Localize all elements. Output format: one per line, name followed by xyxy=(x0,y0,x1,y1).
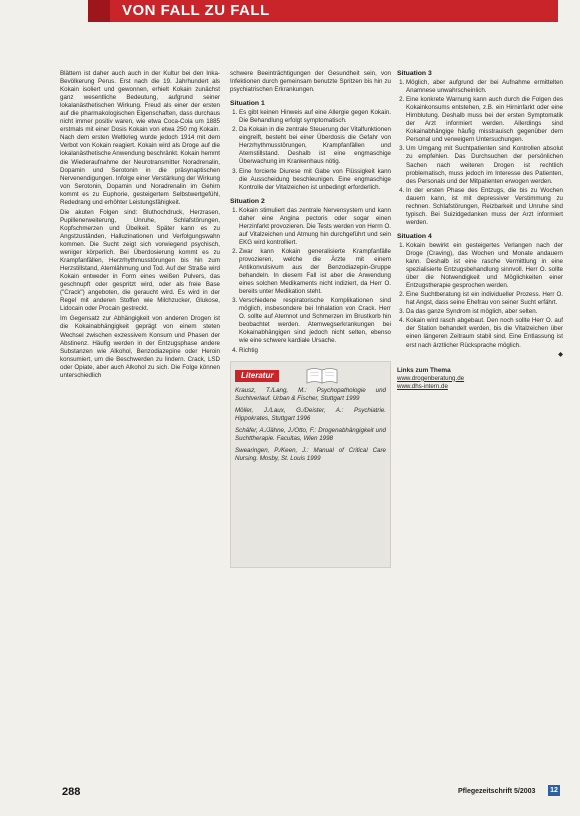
paragraph: Blättern ist daher auch auch in der Kultur bei den Inka-Bevölkerung Perus. Erst nach die 19. Jahrhundert als Kokain isoliert und gewonnen, erhielt Kokain zunächst ganz wesentliche Bedeutung, aufgrund seiner lokalanästhetischen Wirkung. Freud als einer der ersten auf die pharmakologischen Eigenschaften, dass durchaus nicht immer positiv waren, wie etwa Coca-Cola um 1885 erstmals mit einer Dosis Kokain von etwa 250 mg Kokain. Nach dem ersten Weltkrieg wurde jedoch 1914 mit dem Verbot von Kokain reagiert. Kokain wird als Droge auf die lokalanästhetische Anwendung beschränkt. Kokain hemmt die Wiederaufnahme der Neurotransmitter Noradrenalin, Dopamin und Serotonin in die präsynaptischen Nervenendigungen. Infolge einer Verstärkung der Wirkung von Serotonin, Dopamin und Noradrenalin im Gehirn kommt es zu Euphorie, gesteigertem Selbstwertgefühl, Rededrang und erhöhter Leistungsfähigkeit. xyxy=(60,70,220,206)
list-item: 4. In der ersten Phase des Entzugs, die bis zu Wochen dauern kann, ist mit depressiver Verstimmung zu rechnen. Schlafstörungen, Reizbarkeit und Unruhe sind typisch. Bei Suizidgedanken muss der Arzt informiert werden. xyxy=(406,187,563,227)
answer-list xyxy=(397,242,563,350)
external-link[interactable]: www.drogenberatung.de xyxy=(397,374,465,382)
header-accent-square xyxy=(88,0,110,22)
list-item: 2. Da Kokain in die zentrale Steuerung der Vitalfunktionen eingreift, besteht bei einer Überdosis die Gefahr von Herzrhythmusstörungen, Krampfanfällen und Atemstillstand. Deshalb ist eine engmaschige Überwachung im Krankenhaus nötig. xyxy=(239,126,391,166)
text-column-2 xyxy=(230,70,391,568)
list-item: 1. Möglich, aber aufgrund der bei Aufnahme ermittelten Anamnese unwahrscheinlich. xyxy=(406,79,563,95)
list-item: 2. Eine Suchtberatung ist ein individueller Prozess. Herr O. hat Angst, dass seine Ehefrau von seiner Sucht erfährt. xyxy=(406,291,563,307)
list-item: 3. Verschiedene respiratorische Komplikationen sind möglich, insbesondere bei Inhalation von Crack. Herr O. sollte auf Atemnot und Schmerzen im Brustkorb hin beobachtet werden. Atemwegserkrankungen bei Kokainabhängigen sind jedoch nicht selten, ebenso wie eine schwere kardiale Ursache. xyxy=(239,297,391,345)
answer-list xyxy=(230,109,391,191)
list-item: 3. Da das ganze Syndrom ist möglich, aber selten. xyxy=(406,308,563,316)
list-item: 1. Es gibt keinen Hinweis auf eine Allergie gegen Kokain. Die Behandlung erfolgt symptomatisch. xyxy=(239,109,391,125)
list-item: 2. Eine konkrete Warnung kann auch durch die Folgen des Kokainkonsums entstehen, z.B. ein Hirninfarkt oder eine Hirnblutung. Deshalb muss bei der ersten Symptomatik der Arzt informiert werden. Allerdings sind Kokainabhängige häufig misstrauisch gegenüber dem Personal und verweigern Untersuchungen. xyxy=(406,96,563,144)
section-title: VON FALL ZU FALL xyxy=(122,2,270,19)
journal-name: Pflegezeitschrift 5/2003 xyxy=(458,788,536,795)
list-item: 4. Richtig xyxy=(239,347,391,355)
situation-heading: Situation 2 xyxy=(230,197,265,205)
list-item: 2. Zwar kann Kokain generalisierte Krampfanfälle provozieren, welche die Ärzte mit einem Antikonvulsivum aus der Benzodiazepin-Gruppe behandeln. In diesem Fall ist aber die Anwendung eines solchen Medikaments nicht indiziert, da Herr O. bereits unter Medikation steht. xyxy=(239,248,391,296)
literature-box xyxy=(230,361,391,568)
paragraph: Im Gegensatz zur Abhängigkeit von anderen Drogen ist die Kokainabhängigkeit geprägt von einem steten Wechsel zwischen exzessivem Konsum und Phasen der Abstinenz. Häufig werden in der Entzugsphase andere Substanzen wie Alkohol, Benzodiazepine oder Heroin konsumiert, um die Beschwerden zu lindern. Crack, LSD oder Opiate, aber auch Alkohol zu sich. Die Folge können unterschiedlich xyxy=(60,315,220,379)
paragraph: schwere Beeinträchtigungen der Gesundheit sein, von Infektionen durch gemeinsam benutzte Spritzen bis hin zu psychiatrischen Erkrankungen. xyxy=(230,70,391,94)
situation-heading: Situation 3 xyxy=(397,70,432,77)
links-heading: Links zum Thema xyxy=(397,366,451,374)
answer-list xyxy=(230,207,391,355)
literature-entry: Swearingen, P./Keen, J.: Manual of Critical Care Nursing. Mosby, St. Louis 1999 xyxy=(235,446,386,462)
text-column-3 xyxy=(397,70,563,391)
list-item: 4. Kokain wird rasch abgebaut. Den noch sollte Herr O. auf der Station behandelt werden, bis die Vitalzeichen über einen längeren Zeitraum stabil sind. Eine Entlassung ist erst nach ärztlicher Rücksprache möglich. xyxy=(406,317,563,349)
literature-entry: Schäfer, A./Jähne, J./Otto, F.: Drogenabhängigkeit und Suchttherapie. Facultas, Wien 1998 xyxy=(235,426,386,442)
literature-entry: Möller, J./Laux, G./Deister, A.: Psychiatrie. Hippokrates, Stuttgart 1996 xyxy=(235,406,386,422)
literature-entry: Krausz, T./Lang, M.: Psychopathologie und Suchtverlauf. Urban & Fischer, Stuttgart 1999 xyxy=(235,386,386,402)
list-item: 3. Um Umgang mit Suchtpatienten sind Kontrollen absolut zu empfehlen. Das Durchsuchen der persönlichen Sachen nach weiteren Drogen ist rechtlich problematisch, muss jedoch im Interesse des Patienten, des Personals und der Mitpatienten erwogen werden. xyxy=(406,145,563,185)
list-item: 3. Eine forcierte Diurese mit Gabe von Flüssigkeit kann die Ausscheidung beschleunigen. Eine engmaschige Kontrolle der Vitalzeichen ist unbedingt erforderlich. xyxy=(239,168,391,192)
paragraph: Die akuten Folgen sind: Bluthochdruck, Herzrasen, Pupillenerweiterung, Unruhe, Schlafstörungen, Kopfschmerzen und Übelkeit. Später kann es zu Angstzuständen, Halluzinationen und Verfolgungswahn kommen. Die Sucht zeigt sich vorwiegend psychisch, weniger körperlich. Bei Überdosierung kommt es zu Krampfanfällen, Herzrhythmusstörungen bis hin zum Herzstillstand, Atemlähmung und Tod. Auf der Straße wird Kokain entweder in Form eines weißen Pulvers, das geschnupft oder gespritzt wird, oder als freie Base ("Crack") angeboten, die geraucht wird. Es wird in der Regel mit anderen Stoffen wie Milchzucker, Glukose, Lidocain oder Procain gestreckt. xyxy=(60,208,220,313)
list-item: 1. Kokain bewirkt ein gesteigertes Verlangen nach der Droge (Craving), das Wochen und Monate andauern kann. Deshalb ist eine rasche Vermittlung in eine spezialisierte Entzugsbehandlung sinnvoll. Herr O. sollte über die Notwendigkeit und Möglichkeiten einer Entzugstherapie gesprochen werden. xyxy=(406,242,563,290)
situation-heading: Situation 4 xyxy=(397,232,432,240)
text-column-1 xyxy=(60,70,220,382)
list-item: 1. Kokain stimuliert das zentrale Nervensystem und kann daher eine Angina pectoris oder sogar einen Herzinfarkt provozieren. Die Tests werden von Herrn O. auf Vitalzeichen und Atmung hin durchgeführt und sein EKG wird kontrolliert. xyxy=(239,207,391,247)
journal-badge-icon: 12 xyxy=(548,785,560,796)
situation-heading: Situation 1 xyxy=(230,100,265,108)
page-number: 288 xyxy=(62,786,81,798)
literature-title: Literatur xyxy=(235,370,279,382)
end-mark: ◆ xyxy=(558,350,563,358)
answer-list xyxy=(397,79,563,227)
open-book-icon xyxy=(305,366,339,387)
external-link[interactable]: www.dhs-intern.de xyxy=(397,382,448,390)
